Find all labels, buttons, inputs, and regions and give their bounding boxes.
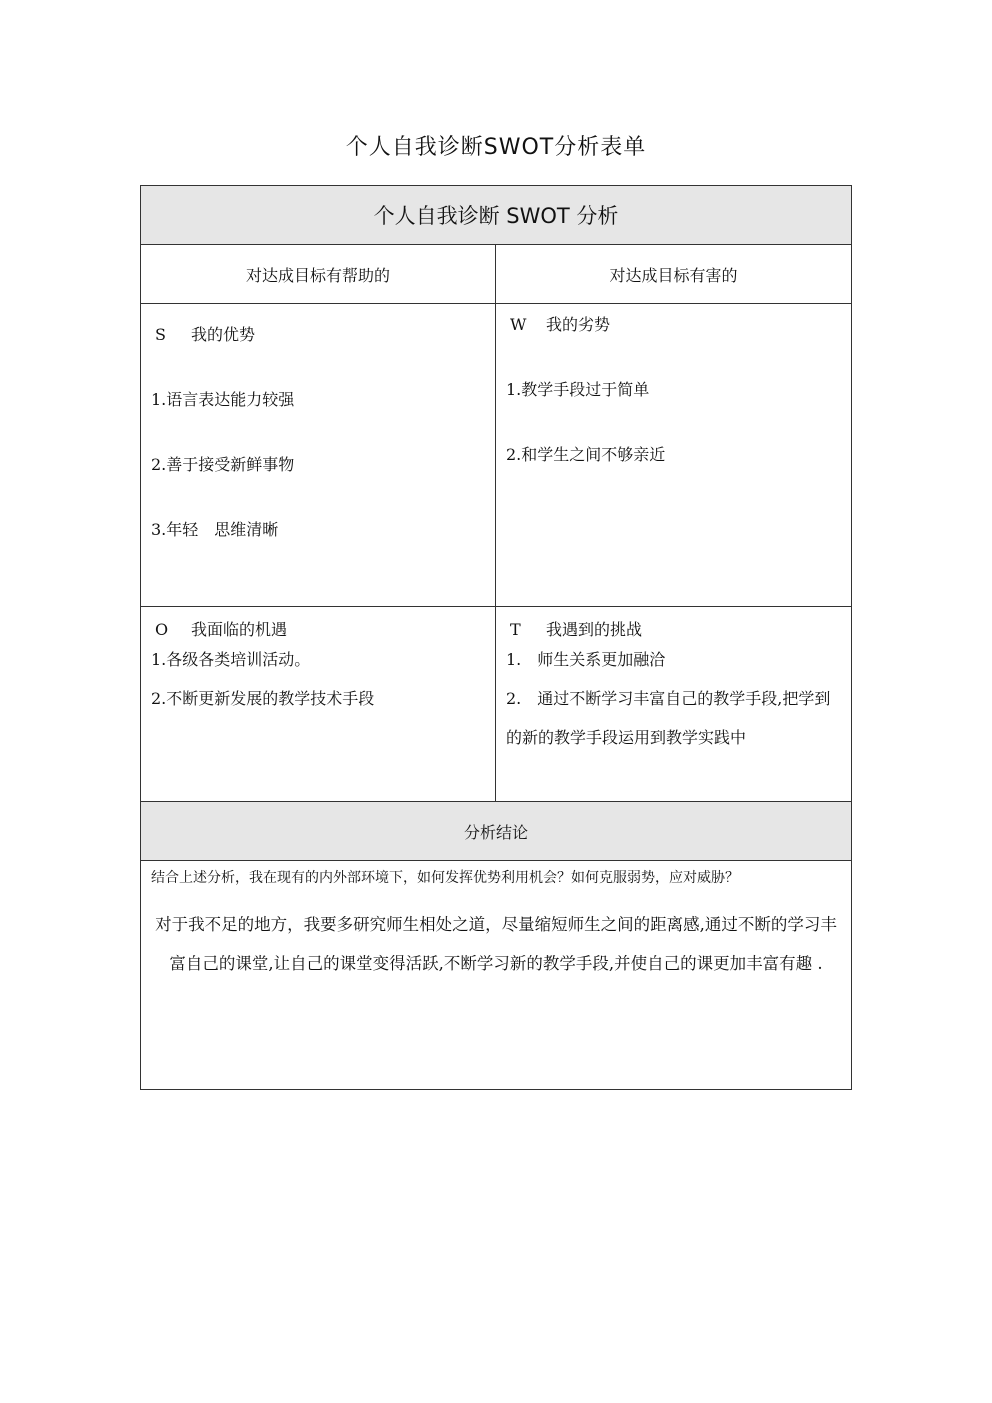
opportunities-heading	[151, 617, 485, 640]
strength-item: 1.语言表达能力较强	[151, 390, 295, 409]
swot-table	[140, 185, 852, 1090]
opportunity-item: 2.不断更新发展的教学技术手段	[151, 689, 375, 708]
harmful-column-header: 对达成目标有害的	[496, 245, 852, 304]
threat-item: 1. 师生关系更加融洽	[506, 650, 666, 669]
helpful-column-header: 对达成目标有帮助的	[141, 245, 496, 304]
threats-title: 我遇到的挑战	[546, 620, 643, 639]
page-title: 个人自我诊断SWOT分析表单	[345, 135, 647, 160]
weaknesses-heading	[506, 312, 841, 335]
conclusion-question: 结合上述分析，我在现有的内外部环境下，如何发挥优势利用机会？如何克服弱势，应对威胁？	[151, 870, 739, 886]
opportunities-title: 我面临的机遇	[191, 620, 288, 639]
conclusion-answer: 对于我不足的地方，我要多研究师生相处之道，尽量缩短师生之间的距离感,通过不断的学习丰富自己的课堂,让自己的课堂变得活跃,不断学习新的教学手段,并使自己的课更加丰富有趣 .	[155, 915, 837, 973]
strength-item: 3.年轻 思维清晰	[151, 520, 279, 539]
strength-item: 2.善于接受新鲜事物	[151, 455, 295, 474]
table-header: 个人自我诊断 SWOT 分析	[141, 186, 852, 245]
strengths-heading	[151, 322, 485, 345]
threats-heading	[506, 617, 841, 640]
strengths-letter: S	[155, 325, 166, 344]
strengths-title: 我的优势	[191, 325, 256, 344]
weaknesses-cell	[496, 304, 852, 607]
conclusion-header: 分析结论	[141, 802, 852, 861]
weakness-item: 1.教学手段过于简单	[506, 380, 650, 399]
threat-item: 2. 通过不断学习丰富自己的教学手段,把学到的新的教学手段运用到教学实践中	[506, 689, 831, 747]
weaknesses-letter: W	[510, 315, 527, 334]
weaknesses-title: 我的劣势	[546, 315, 611, 334]
weakness-item: 2.和学生之间不够亲近	[506, 445, 666, 464]
opportunities-letter: O	[155, 620, 169, 639]
opportunity-item: 1.各级各类培训活动。	[151, 650, 311, 669]
threats-cell	[496, 607, 852, 802]
conclusion-cell	[141, 861, 852, 1090]
threats-letter: T	[510, 620, 521, 639]
strengths-cell	[141, 304, 496, 607]
opportunities-cell	[141, 607, 496, 802]
